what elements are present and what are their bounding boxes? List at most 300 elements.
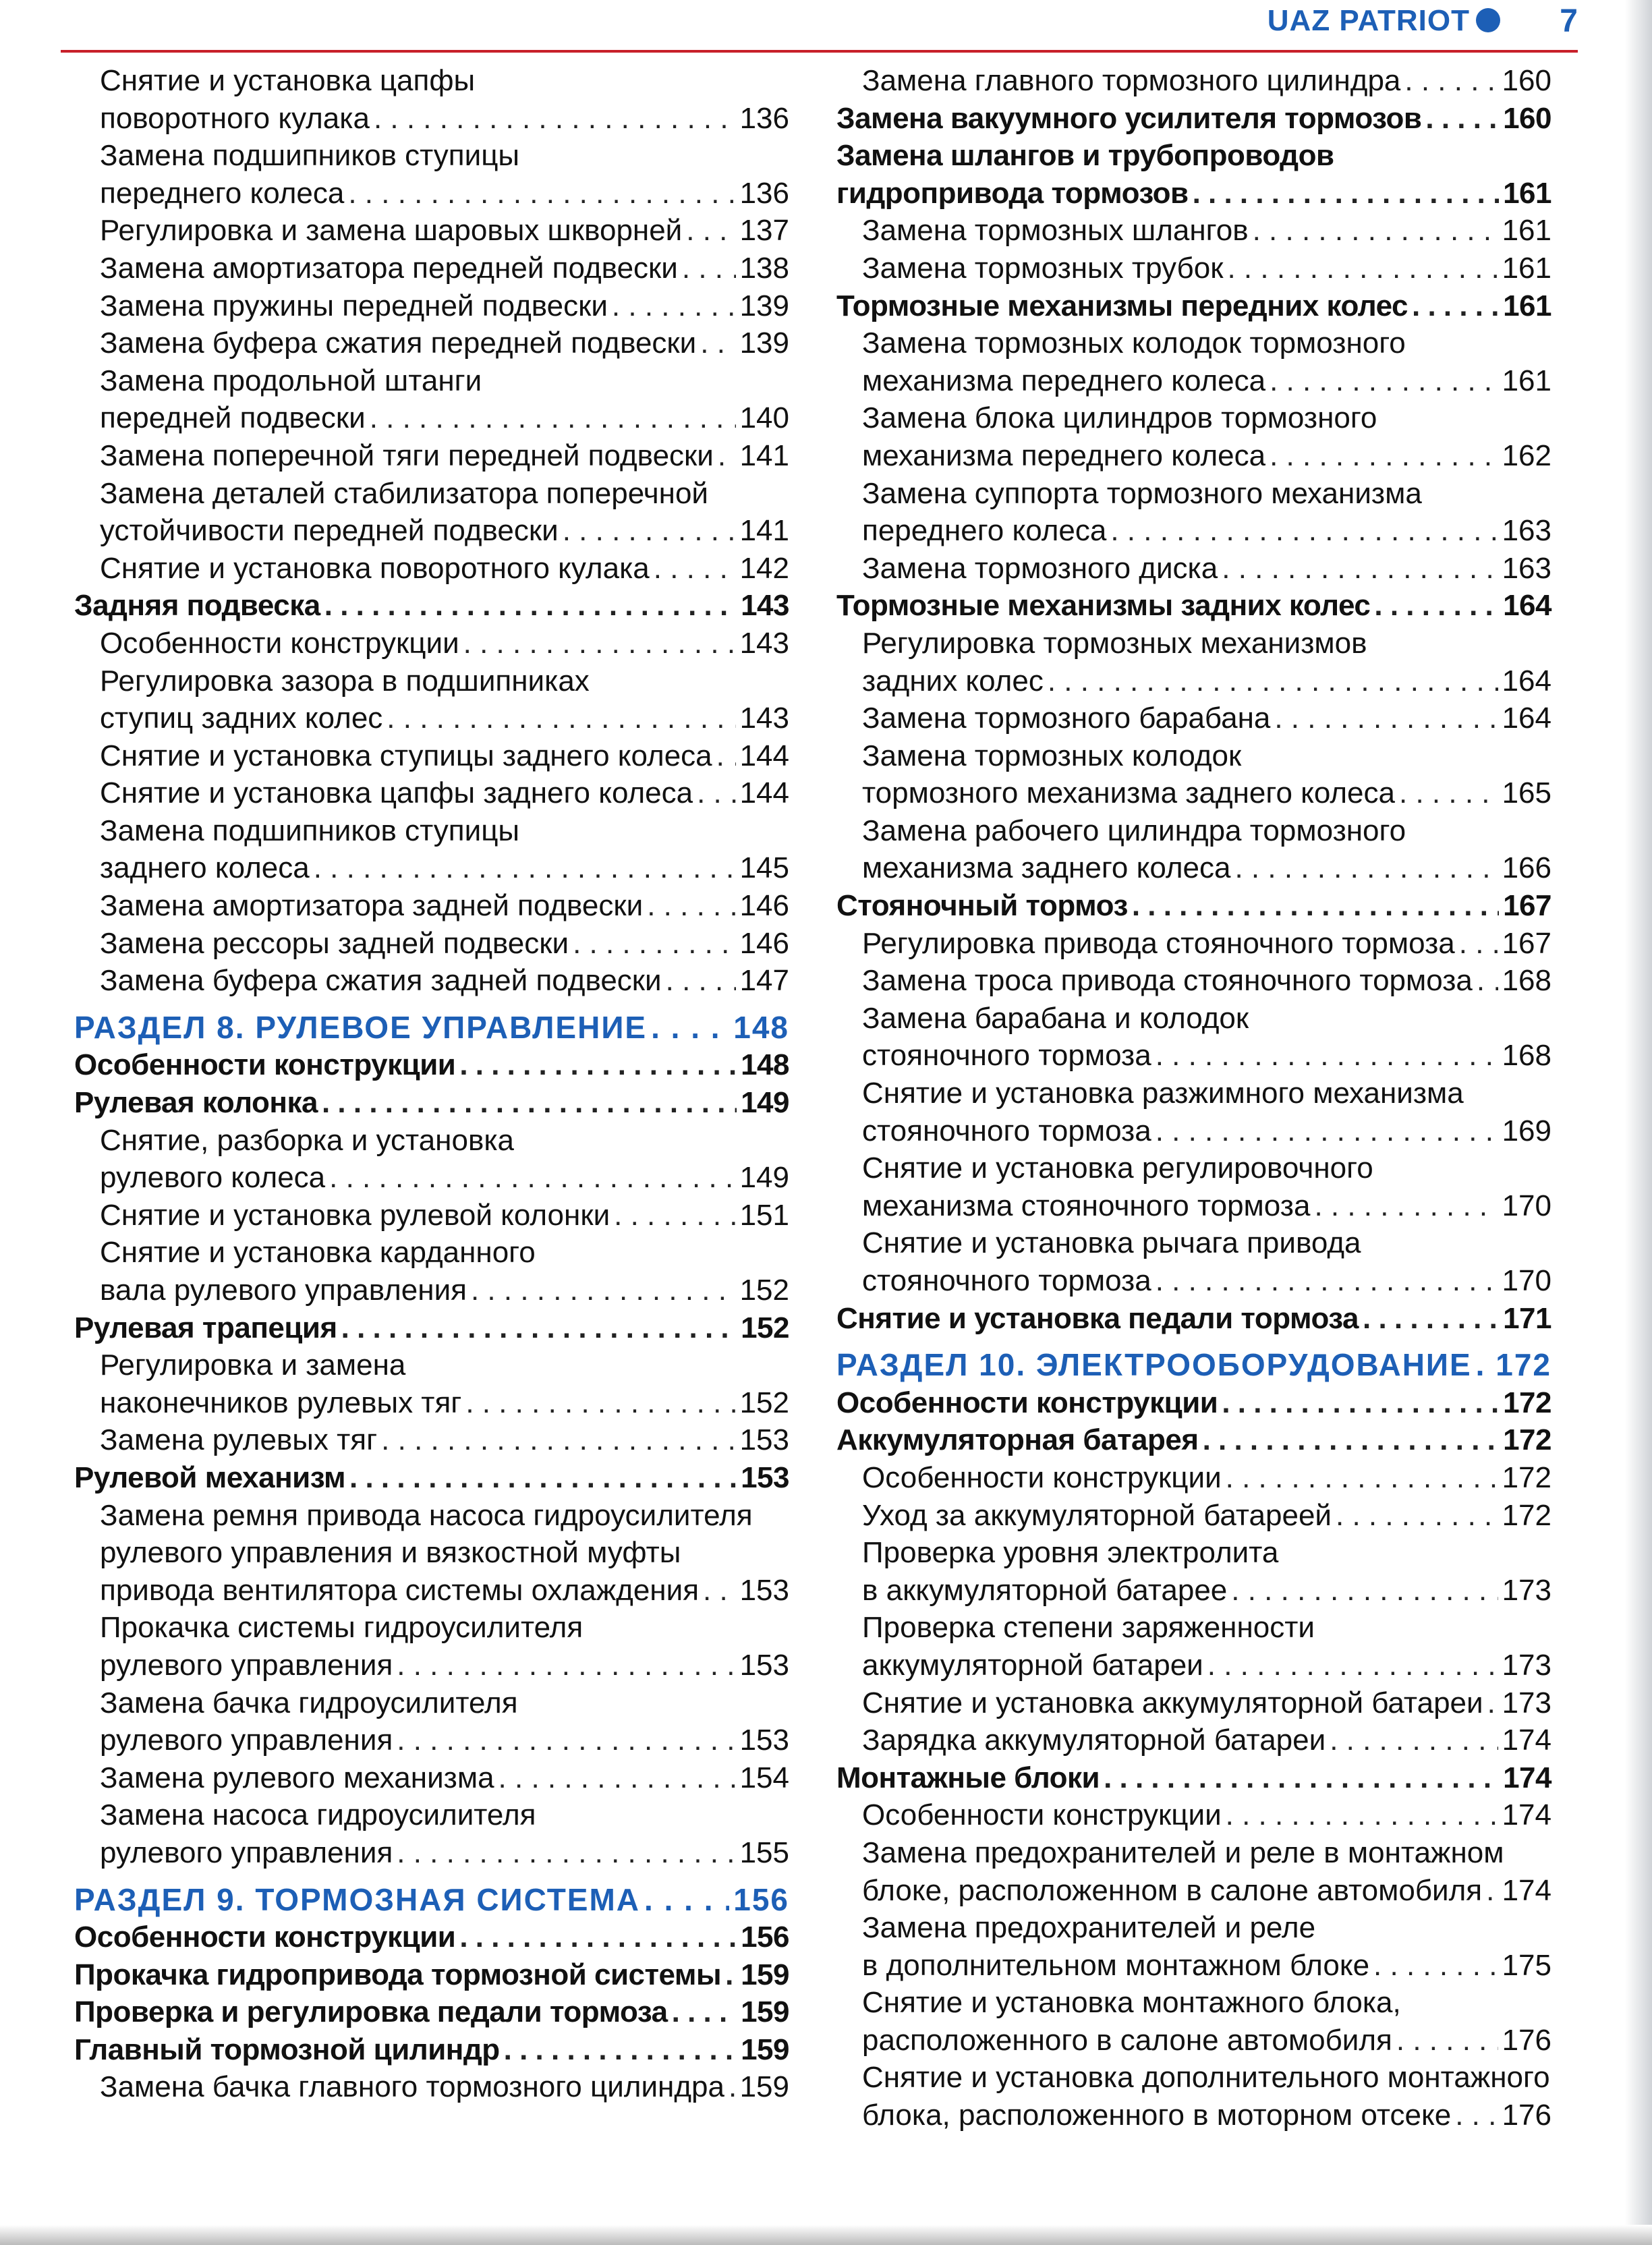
toc-subentry — [74, 512, 789, 550]
toc-page-number: 153 — [739, 1724, 789, 1757]
dot-leader — [647, 887, 735, 925]
toc-entry-text: Замена предохранителей и реле — [862, 1911, 1316, 1945]
toc-entry-text: в аккумуляторной батарее — [862, 1573, 1228, 1607]
dot-leader — [348, 175, 735, 212]
toc-subentry — [74, 774, 789, 812]
toc-entry-text: Замена троса привода стояночного тормоза — [862, 964, 1473, 998]
toc-entry-text: Замена продольной штанги — [100, 364, 482, 397]
toc-entry-text: расположенного в салоне автомобиля — [862, 2023, 1392, 2057]
toc-page-number: 174 — [1502, 1873, 1551, 1907]
toc-subentry — [836, 962, 1551, 1000]
toc-entry-text: Замена тормозных шлангов — [862, 214, 1249, 248]
dot-leader — [1132, 887, 1499, 925]
toc-entry-text: ступиц задних колес — [100, 702, 383, 735]
dot-leader — [700, 324, 735, 362]
toc-entry-text: в дополнительном монтажном блоке — [862, 1948, 1370, 1982]
dot-leader — [1156, 1037, 1498, 1075]
toc-entry-text: Замена пружины передней подвески — [100, 289, 608, 322]
toc-page-number: 174 — [1502, 1798, 1551, 1832]
toc-entry-text: Замена тормозного диска — [862, 551, 1218, 585]
toc-entry-text: привода вентилятора системы охлаждения — [100, 1573, 700, 1607]
toc-entry-text: Прокачка гидропривода тормозной системы — [74, 1958, 722, 1991]
toc-subentry — [74, 324, 789, 362]
toc-subentry — [74, 437, 789, 475]
toc-page-number: 176 — [1502, 2099, 1551, 2132]
toc-subentry — [74, 1722, 789, 1759]
toc-page-number: 161 — [1503, 176, 1551, 210]
toc-page-number: 153 — [741, 1460, 789, 1494]
toc-subentry — [74, 1572, 789, 1610]
toc-subentry — [74, 737, 789, 775]
toc-subentry — [74, 175, 789, 212]
dot-leader — [1048, 662, 1498, 700]
toc-subentry — [836, 1684, 1551, 1722]
dot-leader — [573, 925, 736, 963]
toc-entry-text: Особенности конструкции — [862, 1460, 1222, 1494]
toc-entry-text: Снятие и установка цапфы — [100, 64, 476, 97]
dot-leader — [463, 625, 736, 662]
toc-entry-text: Проверка и регулировка педали тормоза — [74, 1995, 668, 2029]
toc-subentry — [74, 62, 789, 100]
toc-chapter-entry — [74, 587, 789, 625]
toc-page-number: 136 — [739, 101, 789, 135]
toc-entry-text: Снятие и установка рулевой колонки — [100, 1198, 610, 1232]
dot-leader — [1486, 1872, 1498, 1910]
toc-subentry — [836, 2059, 1551, 2097]
toc-subentry — [74, 362, 789, 400]
toc-subentry — [74, 662, 789, 700]
toc-subentry — [836, 1984, 1551, 2022]
toc-entry-text: устойчивости передней подвески — [100, 514, 559, 548]
dot-leader — [1412, 287, 1499, 325]
dot-leader — [499, 1759, 736, 1797]
dot-leader — [1399, 774, 1498, 812]
toc-page-number: 168 — [1502, 1039, 1551, 1073]
toc-page-number: 161 — [1502, 214, 1551, 248]
toc-subentry — [836, 1000, 1551, 1038]
toc-entry-text: Тормозные механизмы задних колес — [836, 589, 1371, 623]
toc-subentry — [836, 1722, 1551, 1759]
toc-entry-text: Замена блока цилиндров тормозного — [862, 401, 1377, 435]
toc-page-number: 152 — [739, 1386, 789, 1419]
dot-leader — [465, 1384, 735, 1422]
toc-chapter-entry — [836, 1421, 1551, 1459]
toc-entry-text: Замена бачка главного тормозного цилиндра — [100, 2070, 724, 2104]
toc-page-number: 143 — [739, 702, 789, 735]
toc-subentry — [74, 2068, 789, 2106]
dot-leader — [1455, 2097, 1498, 2134]
toc-entry-text: Стояночный тормоз — [836, 889, 1128, 923]
toc-entry-text: гидропривода тормозов — [836, 176, 1189, 210]
toc-entry-text: Замена тормозных колодок — [862, 739, 1242, 772]
dot-leader — [1104, 1759, 1499, 1797]
dot-leader — [1253, 212, 1498, 250]
toc-entry-text: Тормозные механизмы передних колес — [836, 289, 1408, 322]
toc-subentry — [836, 1075, 1551, 1112]
toc-entry-text: Замена бачка гидроусилителя — [100, 1686, 518, 1720]
dot-leader — [703, 1572, 736, 1610]
toc-page-number: 146 — [739, 926, 789, 960]
toc-page-number: 137 — [739, 214, 789, 248]
dot-leader — [1226, 1796, 1498, 1834]
toc-subentry — [74, 700, 789, 737]
toc-page-number: 173 — [1502, 1648, 1551, 1682]
dot-leader — [1156, 1262, 1498, 1300]
dot-leader — [322, 1084, 737, 1122]
dot-leader — [387, 700, 735, 737]
toc-page-number: 153 — [739, 1648, 789, 1682]
toc-entry-text: Замена рулевого механизма — [100, 1761, 494, 1794]
toc-entry-text: Задняя подвеска — [74, 589, 320, 623]
toc-chapter-entry — [836, 175, 1551, 212]
toc-chapter-entry — [836, 1759, 1551, 1797]
toc-subentry — [836, 1224, 1551, 1262]
toc-right-column — [836, 62, 1551, 2134]
toc-subentry — [836, 437, 1551, 475]
toc-entry-text: Рулевая колонка — [74, 1086, 318, 1120]
toc-page-number: 174 — [1502, 1724, 1551, 1757]
toc-page-number: 164 — [1503, 589, 1551, 623]
dot-leader — [1234, 849, 1498, 887]
toc-subentry — [836, 1947, 1551, 1985]
toc-entry-text: Замена барабана и колодок — [862, 1001, 1249, 1035]
dot-leader — [1404, 62, 1498, 100]
dot-leader — [1314, 1187, 1498, 1225]
toc-subentry — [74, 1684, 789, 1722]
toc-page-number: 140 — [739, 401, 789, 435]
page-header — [0, 0, 1652, 54]
dot-leader — [374, 100, 736, 138]
toc-subentry — [836, 362, 1551, 400]
toc-entry-text: Зарядка аккумуляторной батареи — [862, 1724, 1326, 1757]
toc-page-number: 164 — [1502, 664, 1551, 698]
toc-entry-text: рулевого управления — [100, 1724, 393, 1757]
toc-page-number: 146 — [739, 889, 789, 923]
toc-entry-text: Снятие и установка монтажного блока, — [862, 1986, 1401, 2020]
toc-entry-text: рулевого управления — [100, 1648, 393, 1682]
dot-leader — [1477, 962, 1498, 1000]
toc-page-number: 173 — [1502, 1573, 1551, 1607]
toc-entry-text: Аккумуляторная батарея — [836, 1423, 1199, 1457]
toc-subentry — [836, 1647, 1551, 1684]
toc-subentry — [74, 1834, 789, 1872]
toc-page-number: 154 — [739, 1761, 789, 1794]
toc-entry-text: РАЗДЕЛ 8. РУЛЕВОЕ УПРАВЛЕНИЕ — [74, 1009, 648, 1045]
toc-subentry — [836, 62, 1551, 100]
toc-entry-text: Особенности конструкции — [836, 1386, 1218, 1419]
dot-leader — [612, 287, 736, 325]
toc-entry-text: РАЗДЕЛ 9. ТОРМОЗНАЯ СИСТЕМА — [74, 1881, 641, 1917]
page-bottom-shadow — [0, 2225, 1652, 2245]
toc-entry-text: Замена предохранителей и реле в монтажном — [862, 1836, 1504, 1869]
toc-page-number: 148 — [741, 1048, 789, 1082]
toc-page-number: 172 — [1502, 1498, 1551, 1532]
toc-section-heading — [74, 1009, 789, 1047]
toc-subentry — [74, 887, 789, 925]
toc-chapter-entry — [74, 1084, 789, 1122]
toc-entry-text: Замена амортизатора задней подвески — [100, 889, 644, 923]
toc-entry-text: Снятие и установка разжимного механизма — [862, 1077, 1464, 1110]
toc-subentry — [74, 1497, 789, 1535]
toc-entry-text: Замена буфера сжатия передней подвески — [100, 326, 697, 360]
dot-leader — [729, 2068, 736, 2106]
toc-subentry — [74, 1159, 789, 1197]
toc-subentry — [74, 625, 789, 662]
toc-entry-text: Замена деталей стабилизатора поперечной — [100, 476, 708, 510]
toc-page-number: 162 — [1502, 438, 1551, 472]
dot-leader — [1227, 250, 1498, 287]
toc-entry-text: Рулевой механизм — [74, 1460, 346, 1494]
toc-chapter-entry — [74, 1919, 789, 1956]
toc-entry-text: блоке, расположенном в салоне автомобиля — [862, 1873, 1483, 1907]
toc-entry-text: Замена шлангов и трубопроводов — [836, 139, 1334, 173]
dot-leader — [644, 1881, 729, 1919]
toc-page-number: 166 — [1502, 851, 1551, 885]
toc-subentry — [74, 212, 789, 250]
toc-entry-text: Снятие и установка педали тормоза — [836, 1301, 1359, 1335]
toc-entry-text: Рулевая трапеция — [74, 1311, 337, 1344]
toc-page-number: 159 — [741, 1958, 789, 1991]
toc-entry-text: Снятие и установка аккумуляторной батареи — [862, 1686, 1483, 1720]
dot-leader — [718, 437, 736, 475]
dot-leader — [349, 1459, 737, 1497]
toc-entry-text: Замена рулевых тяг — [100, 1423, 378, 1457]
dot-leader — [459, 1919, 737, 1956]
toc-page-number: 161 — [1502, 364, 1551, 397]
toc-page-number: 176 — [1502, 2023, 1551, 2057]
toc-entry-text: Замена рабочего цилиндра тормозного — [862, 814, 1406, 847]
toc-page-number: 171 — [1503, 1301, 1551, 1335]
toc-subentry — [836, 700, 1551, 737]
dot-leader — [397, 1722, 735, 1759]
dot-leader — [1476, 1346, 1492, 1384]
dot-leader — [1373, 1947, 1498, 1985]
dot-leader — [504, 2031, 737, 2069]
dot-leader — [697, 774, 735, 812]
dot-leader — [459, 1046, 737, 1084]
toc-entry-text: Замена главного тормозного цилиндра — [862, 64, 1401, 97]
dot-leader — [1425, 100, 1499, 138]
header-divider — [61, 50, 1578, 53]
dot-leader — [654, 550, 736, 588]
toc-entry-text: Проверка уровня электролита — [862, 1536, 1279, 1570]
toc-subentry — [74, 1609, 789, 1647]
toc-page-number: 152 — [741, 1311, 789, 1344]
dot-leader — [1226, 1459, 1498, 1497]
toc-subentry — [74, 812, 789, 850]
toc-subentry — [74, 1346, 789, 1384]
dot-leader — [1222, 1384, 1499, 1422]
toc-page-number: 159 — [741, 1995, 789, 2029]
toc-entry-text: Замена подшипников ступицы — [100, 139, 520, 173]
toc-subentry — [836, 512, 1551, 550]
toc-entry-text: поворотного кулака — [100, 101, 370, 135]
toc-page-number: 170 — [1502, 1189, 1551, 1222]
dot-leader — [1487, 1684, 1498, 1722]
toc-subentry — [74, 1796, 789, 1834]
toc-page-number: 173 — [1502, 1686, 1551, 1720]
dot-leader — [329, 1159, 735, 1197]
toc-subentry — [74, 1384, 789, 1422]
toc-subentry — [836, 1262, 1551, 1300]
dot-leader — [324, 587, 737, 625]
dot-leader — [314, 849, 736, 887]
toc-section-heading — [836, 1346, 1551, 1384]
toc-entry-text: Особенности конструкции — [74, 1048, 456, 1082]
dot-leader — [1156, 1112, 1498, 1150]
page-number: 7 — [1560, 3, 1578, 39]
toc-entry-text: заднего колеса — [100, 851, 310, 885]
toc-page-number: 143 — [741, 589, 789, 623]
toc-entry-text: Особенности конструкции — [100, 626, 459, 660]
toc-subentry — [836, 849, 1551, 887]
dot-leader — [716, 737, 736, 775]
dot-leader — [1270, 437, 1498, 475]
toc-chapter-entry — [74, 1046, 789, 1084]
toc-entry-text: Регулировка и замена — [100, 1348, 406, 1382]
toc-entry-text: Снятие и установка рычага привода — [862, 1226, 1361, 1260]
toc-subentry — [836, 250, 1551, 287]
toc-subentry — [836, 1112, 1551, 1150]
toc-page-number: 153 — [739, 1423, 789, 1457]
toc-subentry — [74, 1197, 789, 1234]
toc-subentry — [836, 1572, 1551, 1610]
toc-chapter-entry — [74, 1956, 789, 1994]
toc-entry-text: Проверка степени заряженности — [862, 1611, 1315, 1645]
toc-subentry — [836, 1909, 1551, 1947]
dot-leader — [1330, 1722, 1498, 1759]
toc-page-number: 169 — [1502, 1114, 1551, 1147]
toc-subentry — [74, 849, 789, 887]
toc-page-number: 172 — [1502, 1460, 1551, 1494]
toc-entry-text: Снятие, разборка и установка — [100, 1123, 515, 1157]
dot-leader — [563, 512, 736, 550]
toc-page-number: 139 — [739, 326, 789, 360]
toc-entry-text: Снятие и установка поворотного кулака — [100, 551, 650, 585]
toc-entry-text: Главный тормозной цилиндр — [74, 2033, 500, 2066]
toc-page-number: 163 — [1502, 551, 1551, 585]
toc-entry-text: Снятие и установка дополнительного монтажного — [862, 2061, 1550, 2095]
toc-subentry — [836, 399, 1551, 437]
toc-entry-text: Замена тормозного барабана — [862, 702, 1271, 735]
toc-subentry — [74, 475, 789, 513]
toc-entry-text: механизма заднего колеса — [862, 851, 1231, 885]
toc-subentry — [836, 2022, 1551, 2059]
toc-page-number: 155 — [739, 1836, 789, 1869]
toc-subentry — [74, 1647, 789, 1684]
toc-entry-text: рулевого колеса — [100, 1161, 326, 1195]
toc-entry-text: Замена поперечной тяги передней подвески — [100, 438, 714, 472]
toc-entry-text: Снятие и установка цапфы заднего колеса — [100, 776, 693, 810]
toc-subentry — [836, 1187, 1551, 1225]
toc-entry-text: стояночного тормоза — [862, 1114, 1151, 1147]
toc-chapter-entry — [836, 287, 1551, 325]
toc-page-number: 164 — [1502, 702, 1551, 735]
dot-leader — [686, 212, 735, 250]
toc-page-number: 147 — [739, 964, 789, 998]
toc-page-number: 151 — [739, 1198, 789, 1232]
dot-leader — [1363, 1300, 1499, 1338]
toc-page-number: 175 — [1502, 1948, 1551, 1982]
toc-subentry — [836, 475, 1551, 513]
toc-page-number: 168 — [1502, 964, 1551, 998]
dot-leader — [1374, 587, 1499, 625]
toc-entry-text: Замена ремня привода насоса гидроусилителя — [100, 1498, 753, 1532]
toc-entry-text: переднего колеса — [862, 514, 1107, 548]
dot-leader — [1110, 512, 1498, 550]
toc-subentry — [836, 925, 1551, 963]
toc-entry-text: РАЗДЕЛ 10. ЭЛЕКТРООБОРУДОВАНИЕ — [836, 1347, 1472, 1383]
toc-chapter-entry — [836, 137, 1551, 175]
toc-page-number: 138 — [739, 251, 789, 285]
toc-entry-text: стояночного тормоза — [862, 1264, 1151, 1297]
toc-entry-text: рулевого управления и вязкостной муфты — [100, 1536, 681, 1570]
dot-leader — [725, 1956, 737, 1994]
toc-page-number: 153 — [739, 1573, 789, 1607]
dot-leader — [471, 1272, 736, 1309]
toc-entry-text: Замена амортизатора передней подвески — [100, 251, 678, 285]
toc-chapter-entry — [836, 587, 1551, 625]
toc-chapter-entry — [836, 1384, 1551, 1422]
toc-subentry — [836, 625, 1551, 662]
toc-subentry — [74, 1122, 789, 1160]
dot-leader — [397, 1834, 735, 1872]
toc-subentry — [836, 324, 1551, 362]
toc-page-number: 167 — [1502, 926, 1551, 960]
toc-subentry — [836, 1534, 1551, 1572]
toc-page-number: 165 — [1502, 776, 1551, 810]
toc-subentry — [836, 1497, 1551, 1535]
toc-entry-text: Замена суппорта тормозного механизма — [862, 476, 1422, 510]
toc-subentry — [836, 1459, 1551, 1497]
page-edge-shadow — [1625, 0, 1652, 2245]
toc-page-number: 141 — [739, 438, 789, 472]
toc-subentry — [836, 550, 1551, 588]
dot-leader — [651, 1009, 729, 1047]
toc-subentry — [74, 962, 789, 1000]
toc-page-number: 167 — [1503, 889, 1551, 923]
dot-leader — [381, 1421, 735, 1459]
toc-page-number: 149 — [741, 1086, 789, 1120]
dot-leader — [1270, 362, 1498, 400]
toc-subentry — [836, 812, 1551, 850]
toc-entry-text: Особенности конструкции — [862, 1798, 1222, 1832]
toc-entry-text: Регулировка тормозных механизмов — [862, 626, 1367, 660]
dot-leader — [1203, 1421, 1500, 1459]
toc-entry-text: Замена тормозных колодок тормозного — [862, 326, 1406, 360]
toc-page-number: 156 — [741, 1921, 789, 1954]
dot-leader — [397, 1647, 735, 1684]
toc-subentry — [74, 925, 789, 963]
toc-page-number: 160 — [1502, 64, 1551, 97]
toc-subentry — [836, 662, 1551, 700]
toc-entry-text: Замена подшипников ступицы — [100, 814, 520, 847]
toc-entry-text: тормозного механизма заднего колеса — [862, 776, 1396, 810]
toc-page-number: 163 — [1502, 514, 1551, 548]
toc-entry-text: блока, расположенного в моторном отсеке — [862, 2099, 1452, 2132]
toc-entry-text: Замена рессоры задней подвески — [100, 926, 569, 960]
toc-subentry — [836, 1037, 1551, 1075]
dot-leader — [1207, 1647, 1498, 1684]
toc-chapter-entry — [836, 887, 1551, 925]
toc-section-heading — [74, 1881, 789, 1919]
toc-page-number: 160 — [1503, 101, 1551, 135]
toc-subentry — [836, 774, 1551, 812]
toc-page-number: 172 — [1503, 1423, 1551, 1457]
toc-entry-text: Прокачка системы гидроусилителя — [100, 1611, 583, 1645]
dot-leader — [1222, 550, 1498, 588]
toc-entry-text: стояночного тормоза — [862, 1039, 1151, 1073]
